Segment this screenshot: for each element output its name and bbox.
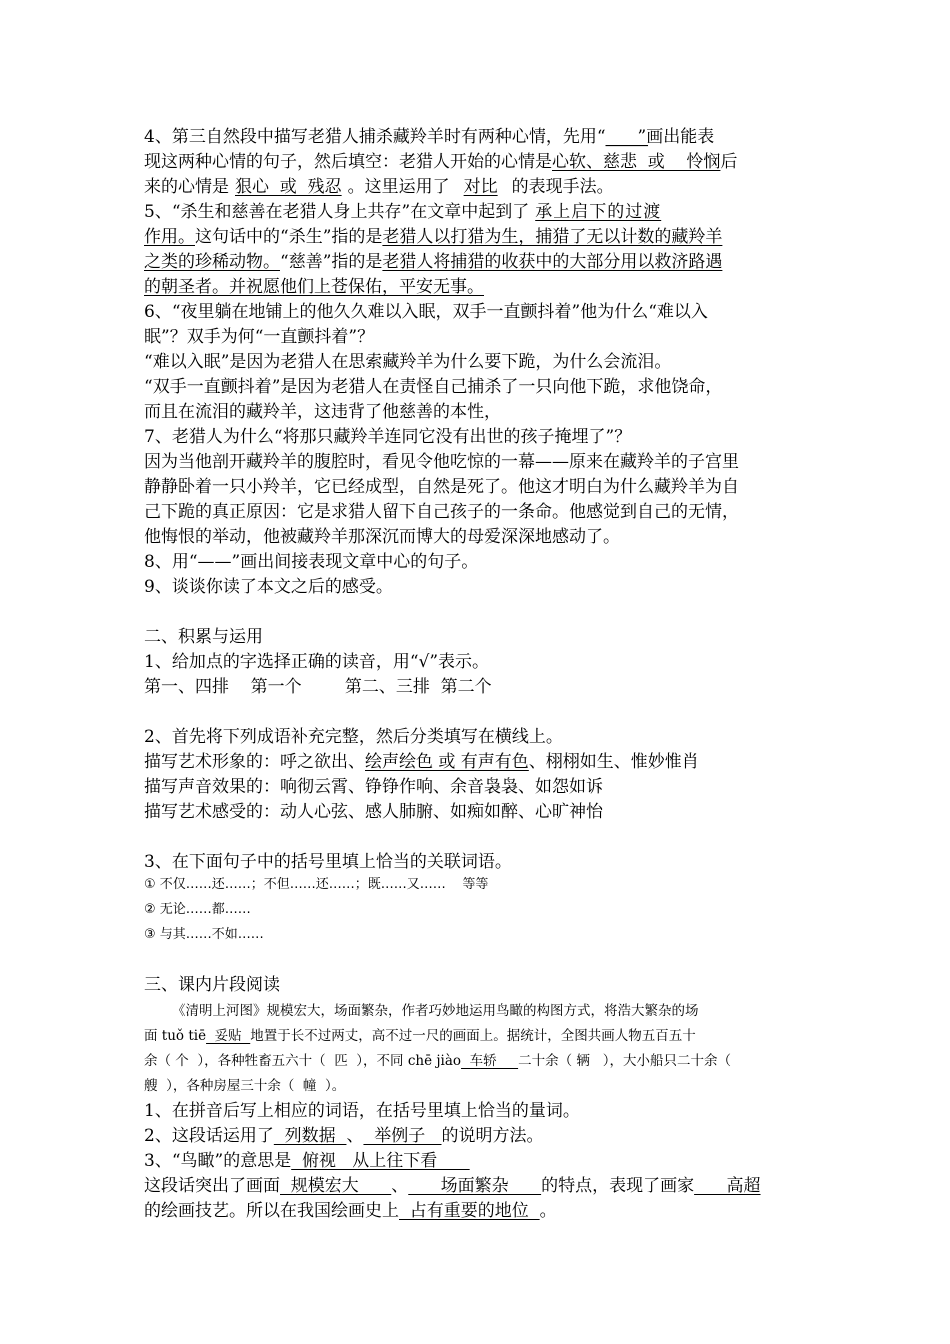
s3-q4-line2-text: 的绘画技艺。所以在我国绘画史上 [144,1201,399,1221]
q6-line3: “难以入眠”是因为老猎人在思索藏羚羊为什么要下跪，为什么会流泪。 [144,352,672,372]
s3-answer-skill: 高超 [694,1176,761,1196]
s3-answer-feature2: 场面繁杂 [408,1176,542,1196]
s3-answer-feature1: 规模宏大 [280,1176,392,1196]
s2-q1-text: 1、给加点的字选择正确的读音，用“√”表示。 [144,652,490,672]
s3-answer-method2: 举例子 [363,1126,442,1146]
s3-pinyin-tuotie: 面 tuǒ tiē [144,1028,207,1044]
q4-text-b: ”画出能表 [637,127,715,147]
s2-conjunction-2: ② 无论……都…… [144,902,251,917]
q6-line4: “双手一直颤抖着”是因为老猎人在责怪自己捕杀了一只向他下跪，求他饶命， [144,377,723,397]
q4-line3 [144,175,812,199]
s3-answer-method1: 列数据 [273,1126,347,1146]
q5-line3 [144,250,812,274]
s3-answer-chejiao: 车轿 [461,1053,519,1069]
s3-passage-line3-rest: 二十余（ 辆 ），大小船只二十余（ [518,1053,732,1069]
q5-text-b: 这句话中的“杀生”指的是 [195,227,383,247]
q4-blank-mark: _____ [605,127,649,147]
q4-answer-initial-mood: 心软、慈悲 或 怜悯 [552,152,721,172]
q6-line2: 眠”？双手为何“一直颤抖着”？ [144,327,375,347]
q6-line5: 而且在流泪的藏羚羊，这违背了他慈善的本性， [144,402,501,422]
s3-q2-suffix: 的说明方法。 [441,1126,544,1146]
s2-conjunction-3: ③ 与其……不如…… [144,927,264,942]
q5-answer-killing-end: 之类的珍稀动物。 [144,252,280,272]
q4-text-d: 后 [720,152,738,172]
s2-idioms-art-answer: 绘声绘色 或 有声有色 [365,752,529,772]
s2-idioms-sound: 描写声音效果的：响彻云霄、铮铮作响、余音袅袅、如怨如诉 [144,777,603,797]
q5-answer-charity-end: 的朝圣者。并祝愿他们上苍保佑，平安无事。 [144,277,484,297]
section2-title: 二、积累与运用 [144,627,263,647]
s3-q4-mid: 的特点，表现了画家 [541,1176,695,1196]
q4-answer-technique: 对比 [463,177,498,197]
s3-q4-line1 [144,1174,812,1198]
q8-text: 8、用“——”画出间接表现文章中心的句子。 [144,552,479,572]
s3-passage-line2 [144,1024,812,1048]
s2-idioms-feel: 描写艺术感受的：动人心弦、感人肺腑、如痴如醉、心旷神怡 [144,802,603,822]
q7-line3: 静静卧着一只小羚羊，它已经成型，自然是死了。他这才明白为什么藏羚羊为自 [144,477,739,497]
s2-q3-text: 3、在下面句子中的括号里填上恰当的关联词语。 [144,852,512,872]
s3-q3-text [144,1149,812,1173]
q5-line4 [144,275,812,299]
q4-answer-later-mood: 狠心 或 残忍 [235,177,342,197]
q4-text-e: 来的心情是 [144,177,229,197]
s3-q2-sep: 、 [346,1126,364,1146]
s3-q1-text: 1、在拼音后写上相应的词语，在括号里填上恰当的量词。 [144,1101,580,1121]
s3-answer-tuotie: 妥贴 [206,1028,251,1044]
section3-title: 三、课内片段阅读 [144,975,280,995]
s2-q1-answer: 第一、四排 第一个 第二、三排 第二个 [144,677,492,697]
q5-text-c: “慈善”指的是 [280,252,383,272]
q4-line2 [144,150,812,174]
q7-line1: 7、老猎人为什么“将那只藏羚羊连同它没有出世的孩子掩埋了”？ [144,427,632,447]
q7-line2: 因为当他剖开藏羚羊的腹腔时，看见令他吃惊的一幕——原来在藏羚羊的子宫里 [144,452,739,472]
q7-line5: 他悔恨的举动，他被藏羚羊那深沉而博大的母爱深深地感动了。 [144,527,620,547]
s3-q4-line2 [144,1199,812,1223]
s3-q2-prefix: 2、这段话运用了 [144,1126,274,1146]
s3-q3-prefix: 3、“鸟瞰”的意思是 [144,1151,292,1171]
s3-passage-line3 [144,1049,812,1073]
q4-text: 4、第三自然段中描写老猎人捕杀藏羚羊时有两种心情，先用“ [144,127,606,147]
q9-text: 9、谈谈你读了本文之后的感受。 [144,577,393,597]
s2-q2-text: 2、首先将下列成语补充完整，然后分类填写在横线上。 [144,727,563,747]
q4-text-c: 现这两种心情的句子，然后填空：老猎人开始的心情是 [144,152,552,172]
q5-line1 [144,200,812,224]
q5-answer-killing: 老猎人以打猎为生，捕猎了无以计数的藏羚羊 [382,227,723,247]
s3-q2-text [144,1124,812,1148]
q7-line4: 己下跪的真正原因：它是求猎人留下自己孩子的一条命。他感觉到自己的无情， [144,502,739,522]
q5-answer-function: 承上启下的过渡 [535,202,662,222]
q5-answer-charity: 老猎人将捕猎的收获中的大部分用以救济路遇 [382,252,723,272]
s3-q4-line2-end: 。 [539,1201,557,1221]
q5-text: 5、“杀生和慈善在老猎人身上共存”在文章中起到了 [144,202,530,222]
s3-answer-niaokan: 俯视 从上往下看 [291,1151,470,1171]
q4-text-f: 。这里运用了 [347,177,450,197]
q4-text-g: 的表现手法。 [511,177,614,197]
s3-passage-line2-rest: 地置于长不过两丈，高不过一尺的画面上。据统计，全图共画人物五百五十 [250,1028,696,1044]
s3-passage-line3-text: 余（ 个 ），各种牲畜五六十（ 匹 ），不同 chē jiào [144,1053,462,1069]
s3-q4-prefix: 这段话突出了画面 [144,1176,280,1196]
q6-line1: 6、“夜里躺在地铺上的他久久难以入眠，双手一直颤抖着”他为什么“难以入 [144,302,708,322]
s2-idioms-art [144,750,812,774]
s2-idioms-art-rest: 、栩栩如生、惟妙惟肖 [528,752,699,772]
s3-answer-status: 占有重要的地位 [399,1201,540,1221]
s3-passage-line4: 艘 ），各种房屋三十余（ 幢 ）。 [144,1078,346,1094]
s2-idioms-art-text: 描写艺术形象的：呼之欲出、 [144,752,365,772]
s2-conjunction-1: ① 不仅……还……；不但……还……；既……又…… 等等 [144,877,489,892]
q5-answer-function-end: 作用。 [144,227,195,247]
s3-q4-sep: 、 [391,1176,409,1196]
q4-line1 [144,125,812,149]
s3-passage-line1: 《清明上河图》规模宏大，场面繁杂，作者巧妙地运用鸟瞰的构图方式，将浩大繁杂的场 [172,1003,699,1019]
q5-line2 [144,225,812,249]
